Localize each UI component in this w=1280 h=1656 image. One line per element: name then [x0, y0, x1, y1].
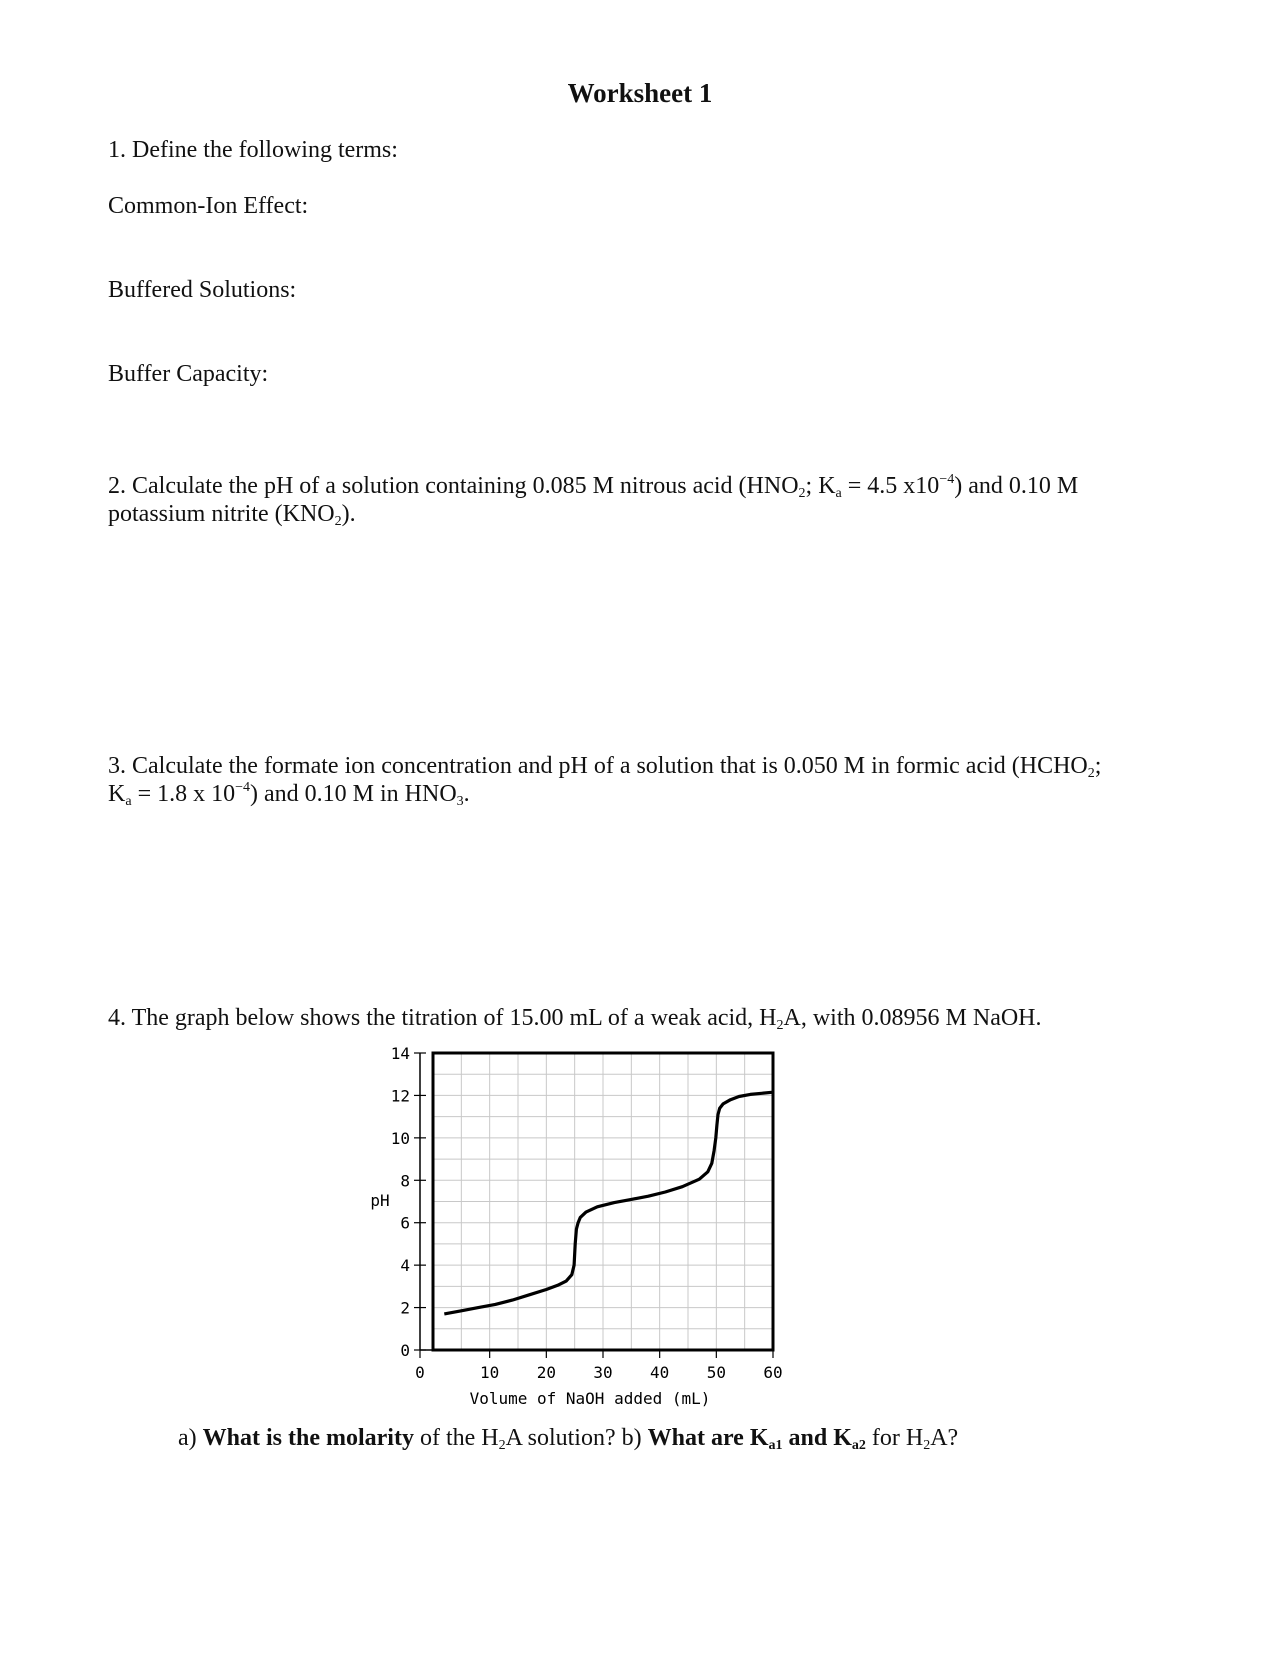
- q2-text: ) and 0.10 M: [954, 473, 1079, 499]
- question-text: a): [178, 1425, 203, 1451]
- y-tick-label: 12: [390, 1086, 410, 1106]
- q4-text: 4. The graph below shows the titration of 15.00 mL of a weak acid, H: [108, 1005, 777, 1031]
- q2-subscript: 2: [334, 514, 342, 529]
- q3-text: ) and 0.10 M in HNO: [250, 781, 457, 807]
- term-buffer-capacity: Buffer Capacity:: [108, 361, 269, 387]
- q2-subscript: a: [835, 486, 842, 501]
- q3-text: 3. Calculate the formate ion concentration and pH of a solution that is 0.050 M in formic acid (HCHO: [108, 753, 1088, 779]
- y-tick-label: 8: [400, 1171, 410, 1191]
- question-text: A solution? b): [505, 1425, 648, 1451]
- question-text: A?: [930, 1425, 959, 1451]
- x-tick-label: 60: [763, 1363, 783, 1382]
- question-subscript: 2: [923, 1438, 931, 1453]
- q3-subscript: a: [125, 794, 132, 809]
- x-tick-group: [415, 1350, 782, 1382]
- y-tick-label: 6: [400, 1213, 410, 1233]
- question-subscript: a1: [768, 1438, 783, 1453]
- term-common-ion-effect: Common-Ion Effect:: [108, 193, 309, 219]
- q3-text: .: [463, 781, 470, 807]
- question-bold: What is the molarity: [202, 1425, 414, 1451]
- question-text: for H: [865, 1425, 924, 1451]
- q2-subscript: 2: [798, 486, 806, 501]
- x-tick-label: 40: [650, 1363, 670, 1382]
- y-tick-label: 2: [400, 1298, 410, 1318]
- q2-text: = 4.5 x10: [841, 473, 940, 499]
- question-bold: and K: [782, 1425, 852, 1451]
- q3-subscript: 3: [456, 794, 464, 809]
- x-tick-label: 50: [706, 1363, 726, 1382]
- y-tick-label: 14: [390, 1044, 410, 1063]
- x-tick-label: 20: [536, 1363, 556, 1382]
- question-bold: What are K: [647, 1425, 769, 1451]
- y-axis-label: pH: [370, 1191, 390, 1210]
- q3-subscript: 2: [1087, 766, 1095, 781]
- titration-curve: [444, 1092, 773, 1314]
- x-tick-label: 30: [593, 1363, 613, 1382]
- y-tick-label: 4: [400, 1256, 410, 1276]
- x-tick-label: 0: [415, 1363, 425, 1382]
- q2-superscript: −4: [939, 472, 955, 487]
- x-tick-label: 10: [480, 1363, 500, 1382]
- y-tick-label: 10: [390, 1128, 410, 1148]
- question-subscript: a2: [851, 1438, 866, 1453]
- page-title: Worksheet 1: [567, 78, 713, 108]
- q3-text: = 1.8 x 10: [131, 781, 236, 807]
- q2-text: ; K: [805, 473, 836, 499]
- question-text: of the H: [413, 1425, 499, 1451]
- x-axis-label: Volume of NaOH added (mL): [469, 1389, 711, 1408]
- question-subscript: 2: [498, 1438, 506, 1453]
- q4-text: A, with 0.08956 M NaOH.: [783, 1005, 1042, 1031]
- q3-text: K: [108, 781, 126, 807]
- final-question: [178, 1424, 958, 1452]
- q3-text: ;: [1094, 753, 1102, 779]
- q2-text: ).: [341, 501, 356, 527]
- q2-text: potassium nitrite (KNO: [108, 501, 335, 527]
- y-tick-label: 0: [400, 1341, 410, 1360]
- question-1-prompt: 1. Define the following terms:: [108, 137, 398, 163]
- q4-subscript: 2: [776, 1018, 784, 1033]
- q2-text: 2. Calculate the pH of a solution containing 0.085 M nitrous acid (HNO: [108, 473, 799, 499]
- q3-superscript: −4: [235, 780, 251, 795]
- term-buffered-solutions: Buffered Solutions:: [108, 277, 297, 303]
